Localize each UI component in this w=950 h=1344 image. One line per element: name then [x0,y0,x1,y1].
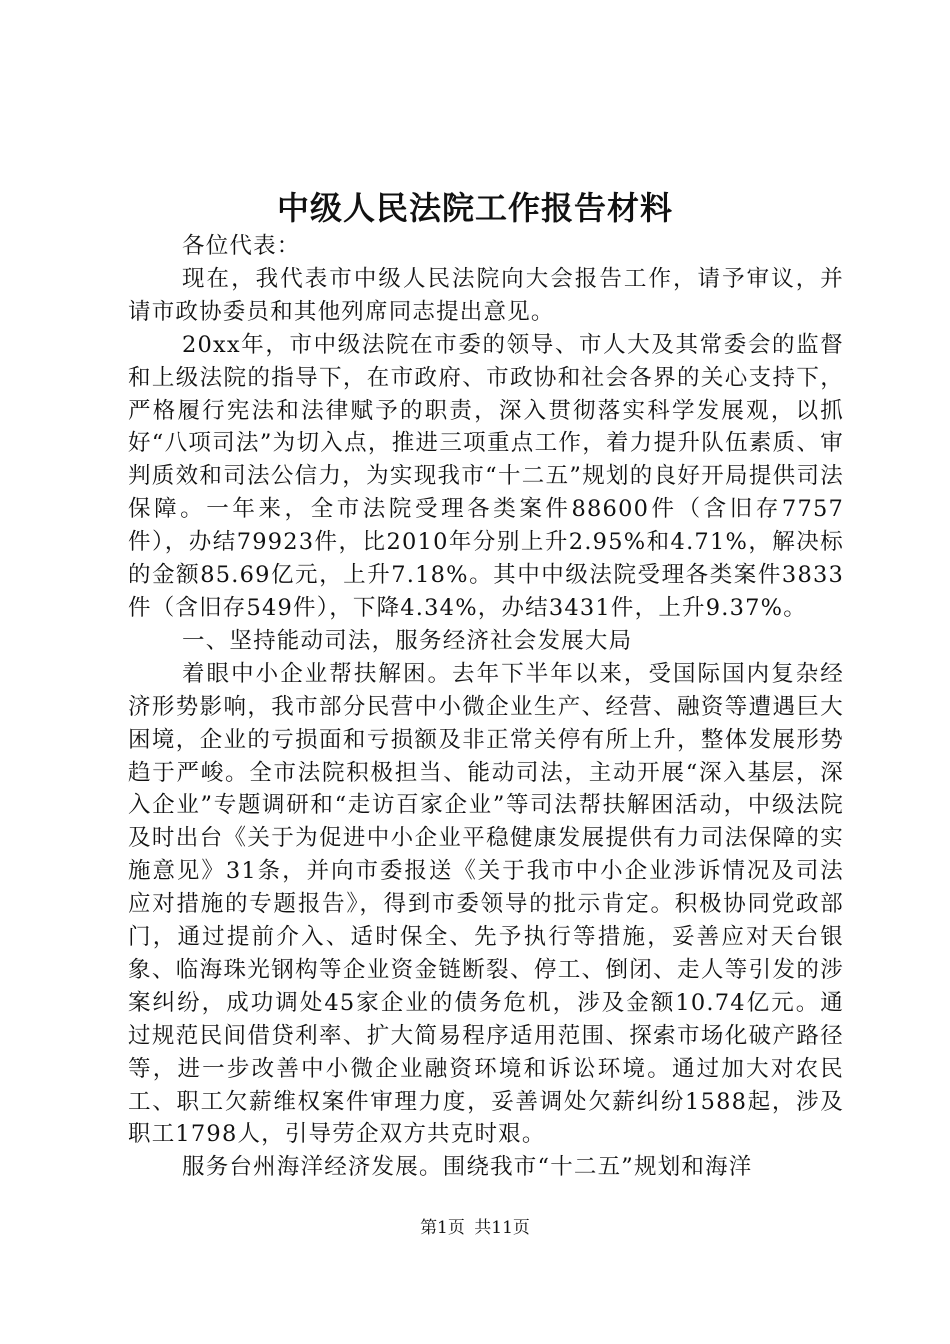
intro-paragraph: 现在，我代表市中级人民法院向大会报告工作，请予审议，并请市政协委员和其他列席同志提出意见。 [128,265,844,325]
section-heading: 一、坚持能动司法，服务经济社会发展大局 [182,627,633,654]
summary-paragraph: 20xx年，市中级法院在市委的领导、市人大及其常委会的监督和上级法院的指导下，在市政府、市政协和社会各界的关心支持下，严格履行宪法和法律赋予的职责，深入贯彻落实科学发展观，以抓好“八项司法”为切入点，推进三项重点工作，着力提升队伍素质、审判质效和司法公信力，为实现我市“十二五”规划的良好开局提供司法保障。一年来，全市法院受理各类案件88600件（含旧存7757件），办结79923件，比2010年分别上升2.95%和4.71%，解决标的金额85.69亿元，上升7.18%。其中中级法院受理各类案件3833件（含旧存549件），下降4.34%，办结3431件，上升9.37%。 [128,331,844,621]
sme-support-paragraph: 着眼中小企业帮扶解困。去年下半年以来，受国际国内复杂经济形势影响，我市部分民营中小微企业生产、经营、融资等遭遇巨大困境，企业的亏损面和亏损额及非正常关停有所上升，整体发展形势趋于严峻。全市法院积极担当、能动司法，主动开展“深入基层，深入企业”专题调研和“走访百家企业”等司法帮扶解困活动，中级法院及时出台《关于为促进中小企业平稳健康发展提供有力司法保障的实施意见》31条，并向市委报送《关于我市中小企业涉诉情况及司法应对措施的专题报告》，得到市委领导的批示肯定。积极协同党政部门，通过提前介入、适时保全、先予执行等措施，妥善应对天台银象、临海珠光钢构等企业资金链断裂、停工、倒闭、走人等引发的涉案纠纷，成功调处45家企业的债务危机，涉及金额10.74亿元。通过规范民间借贷利率、扩大简易程序适用范围、探索市场化破产路径等，进一步改善中小微企业融资环境和诉讼环境。通过加大对农民工、职工欠薪维权案件审理力度，妥善调处欠薪纠纷1588起，涉及职工1798人，引导劳企双方共克时艰。 [128,660,844,1148]
marine-economy-paragraph: 服务台州海洋经济发展。围绕我市“十二五”规划和海洋 [182,1154,753,1181]
document-body [128,230,844,1184]
page-footer: 第1页 共11页 [420,1218,530,1238]
document-title: 中级人民法院工作报告材料 [276,189,673,227]
salutation-paragraph: 各位代表： [182,233,301,259]
